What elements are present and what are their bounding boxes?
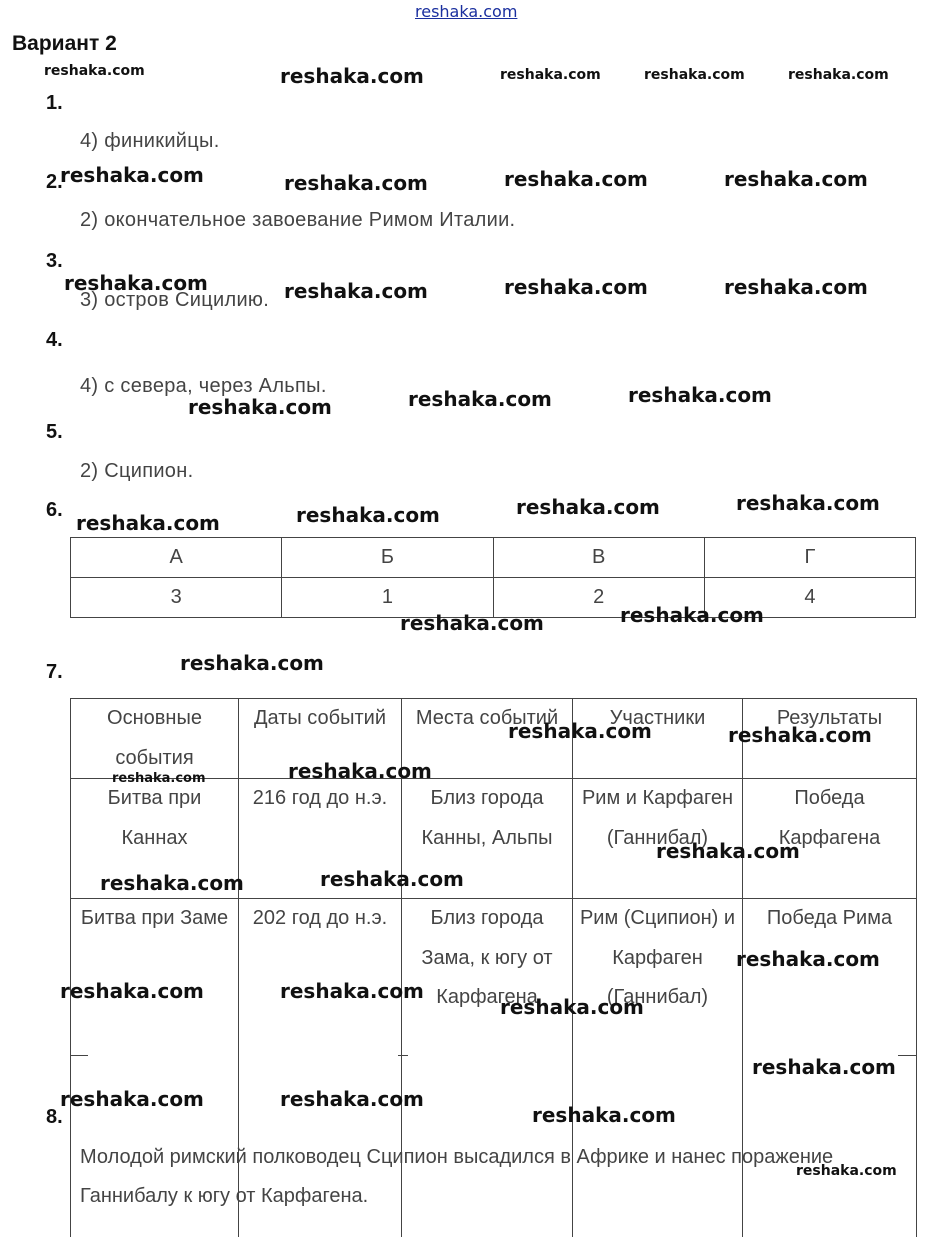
table-cell: Победа Карфагена bbox=[743, 779, 917, 899]
question-number: 2. bbox=[46, 171, 63, 194]
watermark: reshaka.com bbox=[752, 1055, 896, 1079]
watermark: reshaka.com bbox=[44, 63, 145, 79]
watermark: reshaka.com bbox=[628, 383, 772, 407]
table-cell: 216 год до н.э. bbox=[239, 779, 402, 899]
watermark: reshaka.com bbox=[284, 279, 428, 303]
question-number: 4. bbox=[46, 329, 63, 352]
table-border-fragment bbox=[70, 1055, 88, 1056]
watermark: reshaka.com bbox=[532, 1103, 676, 1127]
answer-text: 2) окончательное завоевание Римом Италии. bbox=[80, 209, 515, 232]
table-cell: Рим (Сципион) и Карфаген (Ганнибал) bbox=[573, 899, 743, 1237]
watermark: reshaka.com bbox=[728, 723, 872, 747]
table-header-cell: Даты событий bbox=[239, 699, 402, 779]
watermark: reshaka.com bbox=[724, 275, 868, 299]
watermark: reshaka.com bbox=[724, 167, 868, 191]
watermark: reshaka.com bbox=[516, 495, 660, 519]
table-header-cell: Участники bbox=[573, 699, 743, 779]
watermark: reshaka.com bbox=[736, 491, 880, 515]
matching-table bbox=[70, 537, 916, 618]
answer-paragraph: Молодой римский полководец Сципион высадился в Африке и нанес поражение Ганнибалу к югу от Карфагена. bbox=[80, 1138, 880, 1216]
watermark: reshaka.com bbox=[60, 979, 204, 1003]
question-number: 5. bbox=[46, 421, 63, 444]
watermark: reshaka.com bbox=[620, 603, 764, 627]
table-cell: Близ города Зама, к югу от Карфагена bbox=[402, 899, 573, 1237]
table-header-cell: В bbox=[493, 538, 704, 578]
table-cell: 3 bbox=[71, 578, 282, 618]
question-number: 6. bbox=[46, 499, 63, 522]
table-cell: Победа Рима bbox=[743, 899, 917, 1237]
watermark: reshaka.com bbox=[320, 867, 464, 891]
table-cell: 202 год до н.э. bbox=[239, 899, 402, 1237]
watermark: reshaka.com bbox=[280, 979, 424, 1003]
watermark: reshaka.com bbox=[408, 387, 552, 411]
table-header-row bbox=[71, 538, 916, 578]
watermark: reshaka.com bbox=[60, 1087, 204, 1111]
watermark: reshaka.com bbox=[508, 719, 652, 743]
table-border-fragment bbox=[398, 1055, 408, 1056]
answer-text: 3) остров Сицилию. bbox=[80, 289, 269, 312]
table-cell: Битва при Заме bbox=[71, 899, 239, 1237]
table-cell: Близ города Канны, Альпы bbox=[402, 779, 573, 899]
site-link[interactable]: reshaka.com bbox=[415, 2, 517, 21]
table-header-cell: Г bbox=[704, 538, 915, 578]
answer-text: 4) с севера, через Альпы. bbox=[80, 375, 327, 398]
watermark: reshaka.com bbox=[644, 67, 745, 83]
watermark: reshaka.com bbox=[60, 163, 204, 187]
watermark: reshaka.com bbox=[788, 67, 889, 83]
watermark: reshaka.com bbox=[504, 275, 648, 299]
watermark: reshaka.com bbox=[280, 1087, 424, 1111]
watermark: reshaka.com bbox=[796, 1163, 897, 1179]
table-header-cell: А bbox=[71, 538, 282, 578]
question-number: 3. bbox=[46, 250, 63, 273]
answer-text: 2) Сципион. bbox=[80, 460, 193, 483]
watermark: reshaka.com bbox=[500, 995, 644, 1019]
question-number: 7. bbox=[46, 661, 63, 684]
watermark: reshaka.com bbox=[656, 839, 800, 863]
watermark: reshaka.com bbox=[500, 67, 601, 83]
table-cell: 1 bbox=[282, 578, 493, 618]
watermark: reshaka.com bbox=[76, 511, 220, 535]
watermark: reshaka.com bbox=[100, 871, 244, 895]
table-cell: 2 bbox=[493, 578, 704, 618]
watermark: reshaka.com bbox=[112, 771, 206, 786]
table-cell: Рим и Карфаген (Ганнибал) bbox=[573, 779, 743, 899]
answer-text: 4) финикийцы. bbox=[80, 130, 220, 153]
page-title: Вариант 2 bbox=[12, 32, 117, 56]
table-cell: 4 bbox=[704, 578, 915, 618]
watermark: reshaka.com bbox=[280, 64, 424, 88]
watermark: reshaka.com bbox=[736, 947, 880, 971]
table-header-cell: Места событий bbox=[402, 699, 573, 779]
watermark: reshaka.com bbox=[284, 171, 428, 195]
table-header-cell: Результаты bbox=[743, 699, 917, 779]
watermark: reshaka.com bbox=[400, 611, 544, 635]
table-header-cell: Б bbox=[282, 538, 493, 578]
table-border-fragment bbox=[898, 1055, 916, 1056]
table-header-cell: Основные события bbox=[71, 699, 239, 779]
question-number: 8. bbox=[46, 1106, 63, 1129]
question-number: 1. bbox=[46, 92, 63, 115]
watermark: reshaka.com bbox=[288, 759, 432, 783]
watermark: reshaka.com bbox=[296, 503, 440, 527]
table-cell: Битва при Каннах bbox=[71, 779, 239, 899]
watermark: reshaka.com bbox=[188, 395, 332, 419]
watermark: reshaka.com bbox=[504, 167, 648, 191]
watermark: reshaka.com bbox=[180, 651, 324, 675]
watermark: reshaka.com bbox=[64, 271, 208, 295]
